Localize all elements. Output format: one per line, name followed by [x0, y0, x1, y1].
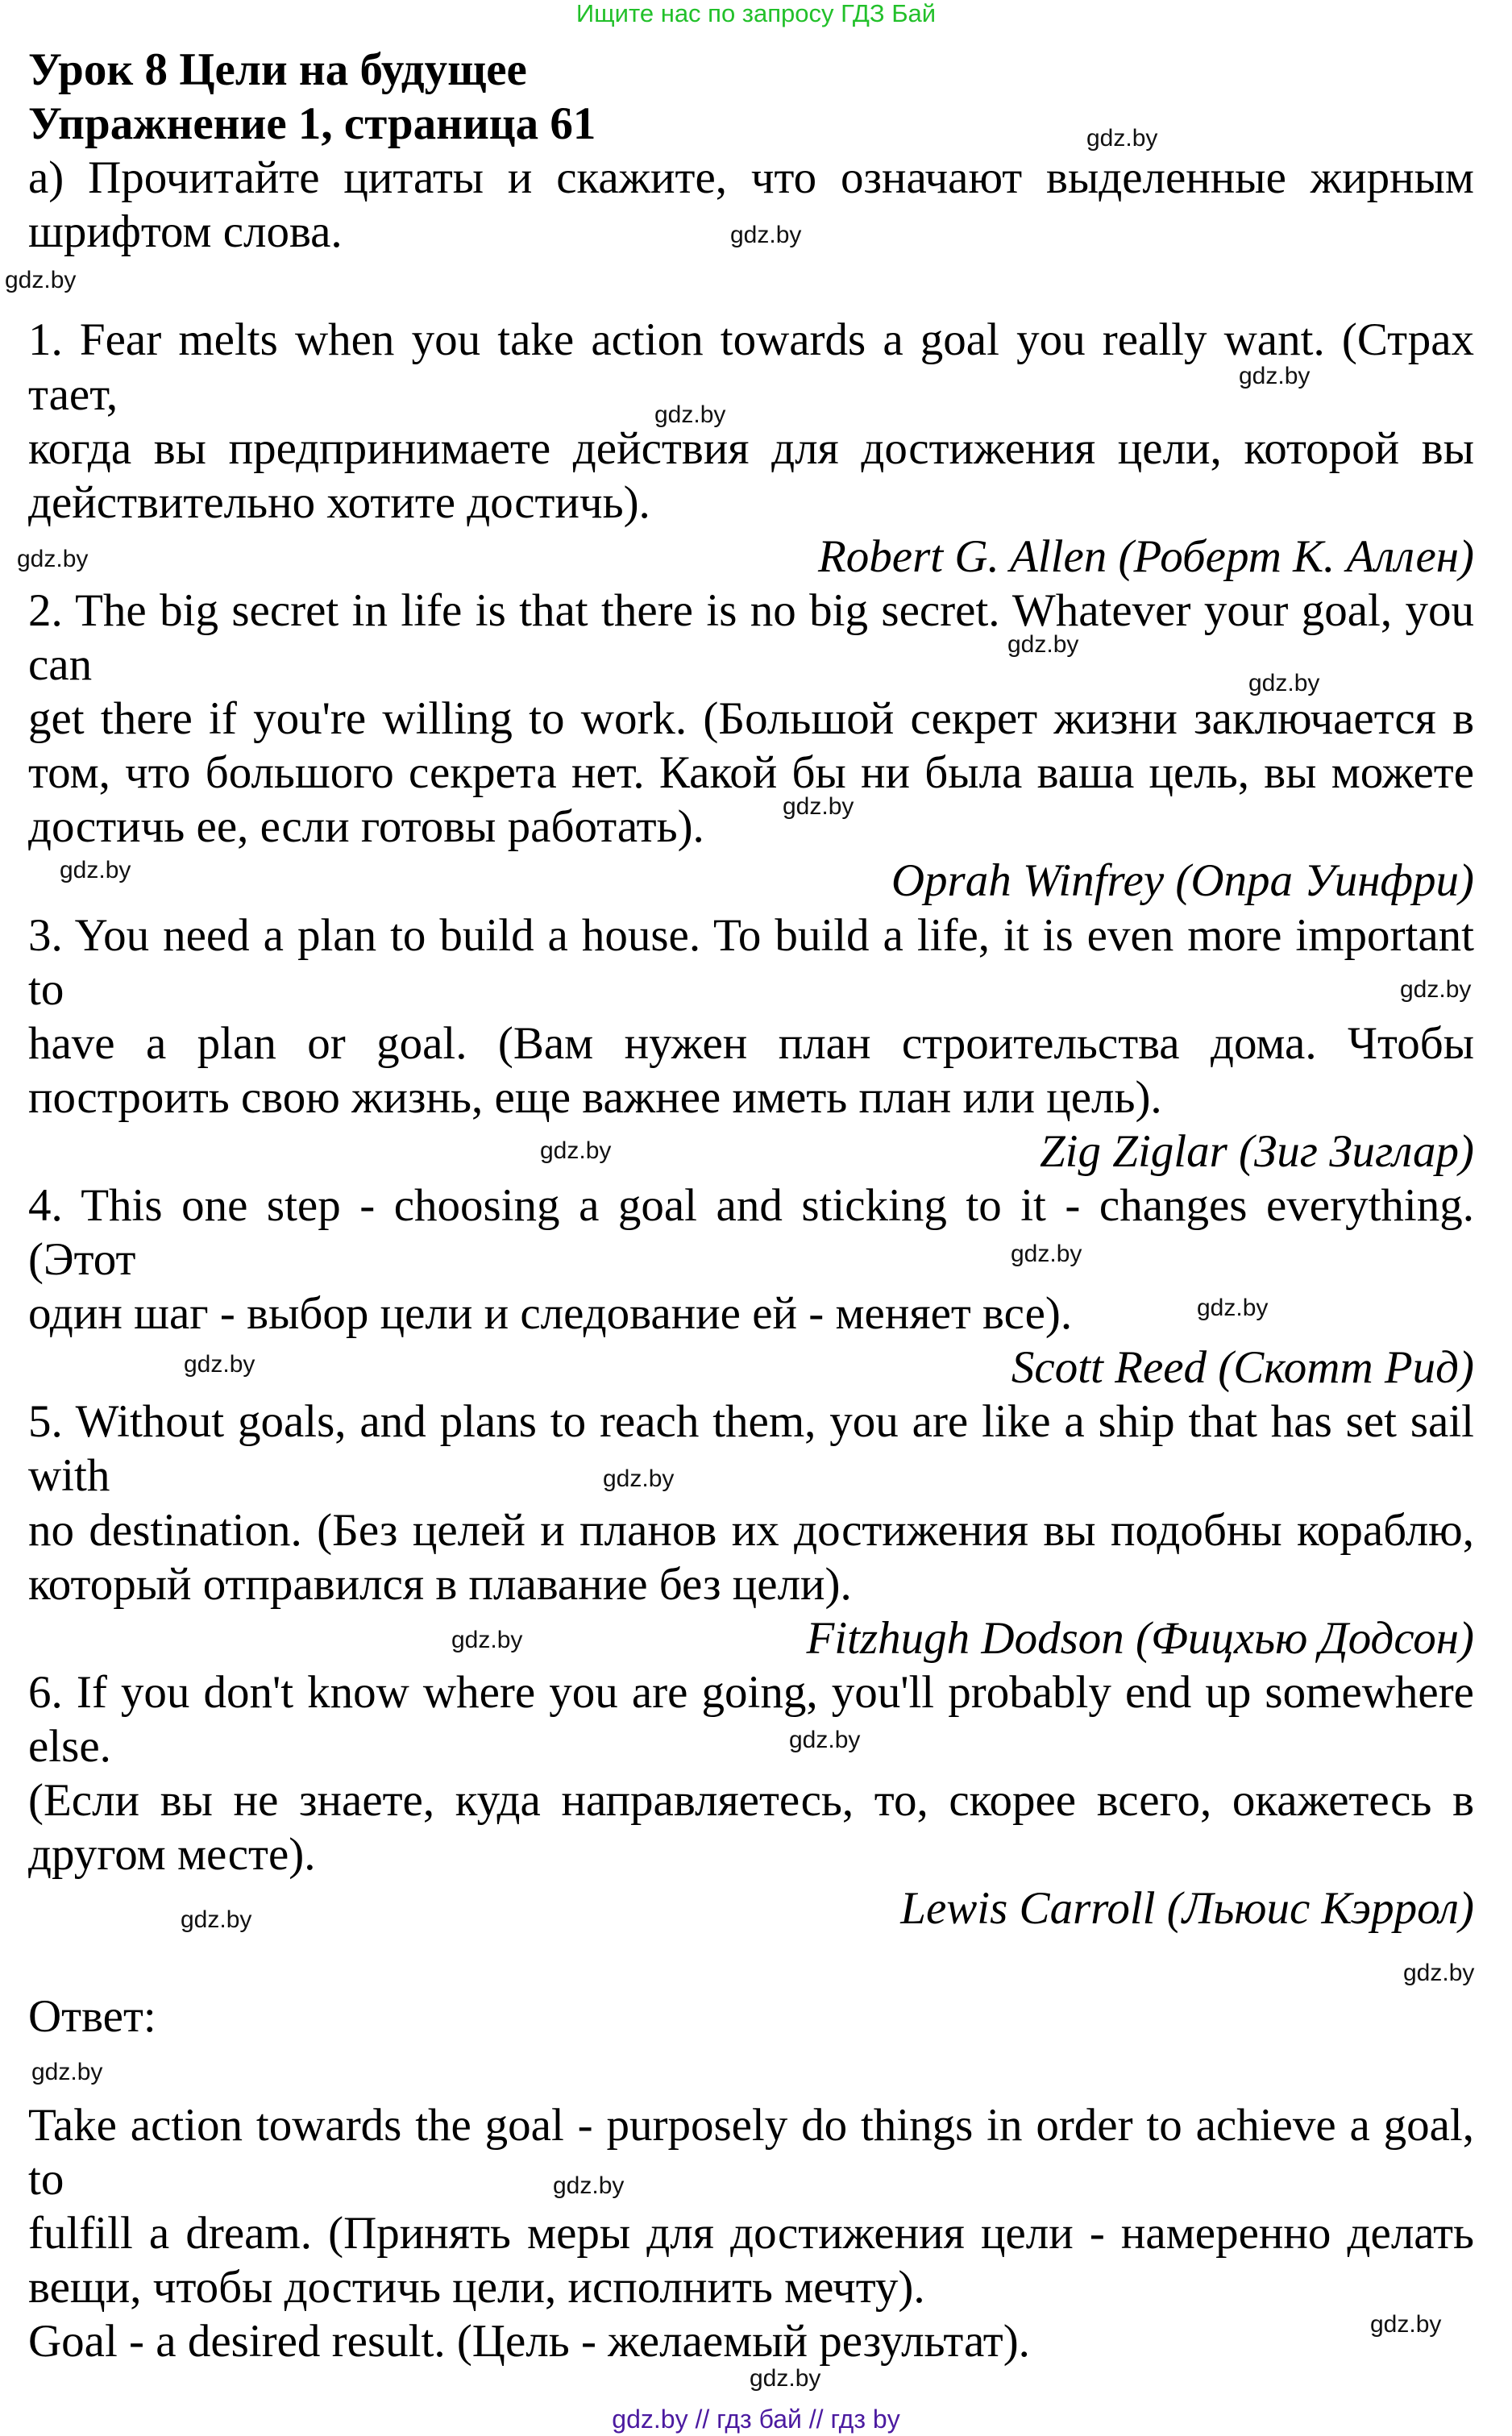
quote-line: тает, — [28, 368, 118, 420]
watermark: gdz.by — [184, 1351, 255, 1378]
footer-links[interactable]: gdz.by // гдз бай // гдз by — [612, 2405, 900, 2434]
watermark: gdz.by — [789, 1727, 861, 1753]
answer-line: Goal - a desired result. (Цель - желаемый результат). — [28, 2315, 1030, 2367]
watermark: gdz.by — [750, 2365, 821, 2392]
watermark: gdz.by — [730, 222, 802, 248]
watermark: gdz.by — [1011, 1241, 1082, 1267]
watermark: gdz.by — [553, 2172, 625, 2199]
watermark: gdz.by — [1248, 670, 1320, 696]
quote-author: Fitzhugh Dodson (Фицхью Додсон) — [806, 1612, 1474, 1664]
quote-line: построить свою жизнь, еще важнее иметь план или цель). — [28, 1071, 1162, 1123]
quote-author: Zig Ziglar (Зиг Зиглар) — [1039, 1125, 1474, 1177]
quote-author: Oprah Winfrey (Опра Уинфри) — [891, 855, 1474, 907]
answer-line: fulfill a dream. (Принять меры для достижения цели - намеренно делать — [28, 2207, 1474, 2259]
quote-author: Robert G. Allen (Роберт К. Аллен) — [817, 530, 1474, 582]
quote-line: 2. The big secret in life is that there is no big secret. Whatever your goal, you — [28, 584, 1474, 636]
watermark: gdz.by — [1403, 1960, 1475, 1986]
watermark: gdz.by — [1239, 363, 1311, 389]
watermark: gdz.by — [654, 401, 726, 428]
quote-line: 4. This one step - choosing a goal and sticking to it - changes everything. — [28, 1179, 1474, 1231]
watermark: gdz.by — [1007, 631, 1079, 658]
spacer — [28, 1935, 1474, 1989]
quote-line: другом месте). — [28, 1829, 316, 1881]
watermark: gdz.by — [17, 546, 89, 572]
watermark: gdz.by — [1086, 125, 1158, 152]
spacer — [28, 259, 1474, 313]
quote-line: (Этот — [28, 1234, 136, 1286]
quote-line: 5. Without goals, and plans to reach them, you are like a ship that has set sail — [28, 1396, 1474, 1448]
task-text: шрифтом слова. — [28, 206, 343, 258]
watermark: gdz.by — [783, 793, 854, 820]
quote-line: get there if you're willing to work. (Большой секрет жизни заключается в — [28, 693, 1474, 745]
watermark: gdz.by — [603, 1465, 675, 1492]
quote-line: else. — [28, 1720, 111, 1772]
answer-label: Ответ: — [28, 1991, 156, 2043]
quote-line: один шаг - выбор цели и следование ей - меняет все). — [28, 1288, 1073, 1340]
quote-line: to — [28, 963, 64, 1015]
quote-line: 3. You need a plan to build a house. To build a life, it is even more important — [28, 909, 1474, 961]
quote-author: Lewis Carroll (Льюис Кэррол) — [900, 1883, 1474, 1935]
watermark: gdz.by — [1370, 2311, 1442, 2338]
exercise-title: Упражнение 1, страница 61 — [28, 98, 596, 150]
quote-line: достичь ее, если готовы работать). — [28, 801, 704, 853]
answer-line: to — [28, 2153, 64, 2205]
quote-line: том, что большого секрета нет. Какой бы ни была ваша цель, вы можете — [28, 747, 1474, 799]
watermark: gdz.by — [31, 2059, 103, 2085]
spacer — [28, 2043, 1474, 2097]
lesson-title: Урок 8 Цели на будущее — [28, 44, 527, 95]
watermark: gdz.by — [540, 1137, 612, 1164]
quote-line: no destination. (Без целей и планов их достижения вы подобны кораблю, — [28, 1504, 1474, 1556]
watermark: gdz.by — [451, 1627, 523, 1653]
quote-line: have a plan or goal. (Вам нужен план строительства дома. Чтобы — [28, 1017, 1474, 1069]
quote-line: 6. If you don't know where you are going, you'll probably end up somewhere — [28, 1666, 1474, 1718]
watermark: gdz.by — [60, 857, 131, 883]
task-text: а) Прочитайте цитаты и скажите, что означают выделенные жирным — [28, 152, 1474, 204]
watermark: gdz.by — [1197, 1295, 1269, 1321]
search-banner[interactable]: Ищите нас по запросу ГДЗ Бай — [575, 0, 937, 27]
quote-line: действительно хотите достичь). — [28, 476, 650, 528]
quote-line: когда вы предпринимаете действия для достижения цели, которой вы — [28, 422, 1474, 474]
answer-line: Take action towards the goal - purposely do things in order to achieve a goal, — [28, 2099, 1474, 2151]
quote-author: Scott Reed (Скотт Рид) — [1011, 1342, 1474, 1394]
quote-line: can — [28, 639, 93, 691]
document-body — [28, 43, 1474, 2368]
quote-line: with — [28, 1450, 110, 1502]
quote-line: 1. Fear melts when you take action towards a goal you really want. (Страх — [28, 314, 1474, 366]
watermark: gdz.by — [181, 1906, 252, 1933]
quote-line: который отправился в плавание без цели). — [28, 1558, 852, 1610]
watermark: gdz.by — [5, 267, 77, 293]
quote-line: (Если вы не знаете, куда направляетесь, то, скорее всего, окажетесь в — [28, 1775, 1474, 1826]
watermark: gdz.by — [1400, 976, 1472, 1003]
answer-line: вещи, чтобы достичь цели, исполнить мечту). — [28, 2261, 925, 2313]
